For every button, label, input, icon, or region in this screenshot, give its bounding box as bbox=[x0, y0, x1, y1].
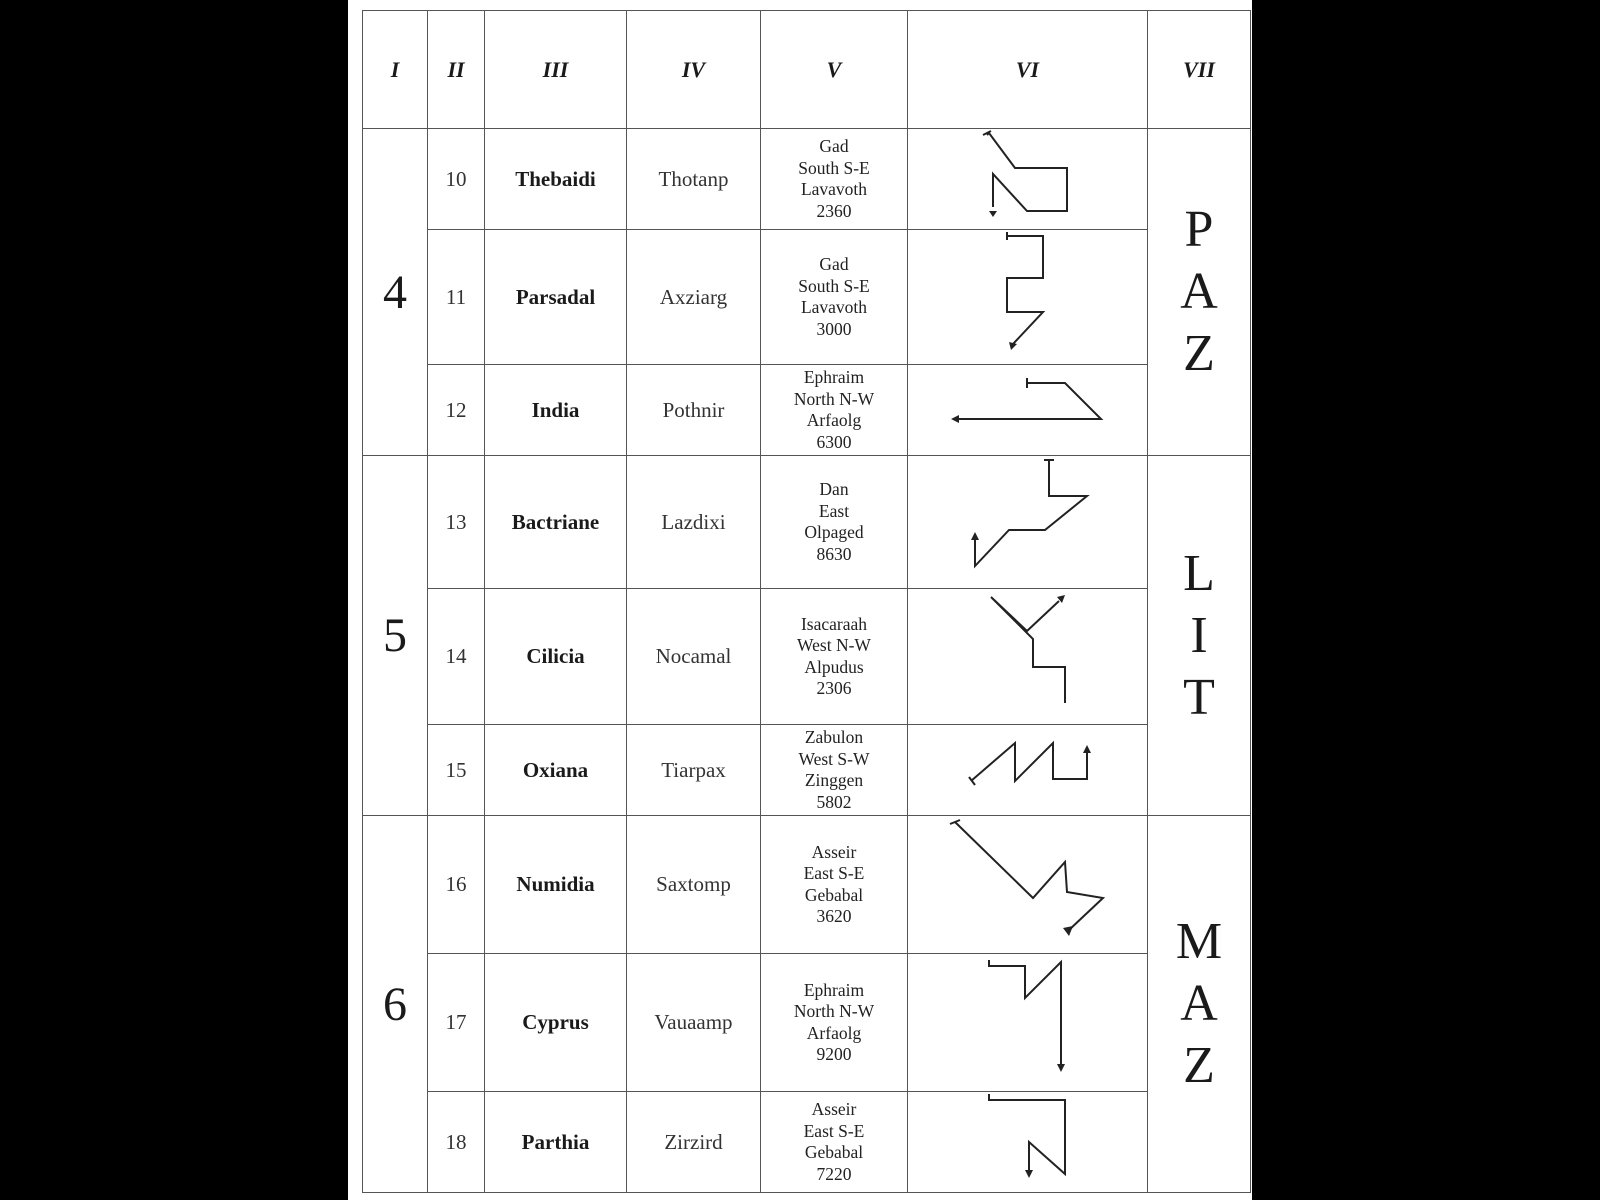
region-name: Parthia bbox=[485, 1092, 627, 1193]
table-row bbox=[363, 230, 1251, 365]
column-header-i: I bbox=[363, 11, 428, 129]
tribe-name: Isacaraah bbox=[800, 613, 868, 634]
column-header-vi: VI bbox=[908, 11, 1148, 129]
row-number: 18 bbox=[428, 1092, 485, 1193]
tribe-info bbox=[761, 1092, 908, 1193]
table-row bbox=[363, 1092, 1251, 1193]
row-number: 11 bbox=[428, 230, 485, 365]
count: 3000 bbox=[816, 318, 852, 339]
sigil-cell bbox=[908, 954, 1148, 1092]
sigil-icon bbox=[909, 589, 1147, 724]
group-word bbox=[1148, 816, 1251, 1193]
sigil-icon bbox=[909, 725, 1147, 815]
table-row bbox=[363, 129, 1251, 230]
tribe-info bbox=[761, 129, 908, 230]
column-header-vii: VII bbox=[1148, 11, 1251, 129]
column-header-ii: II bbox=[428, 11, 485, 129]
tribe-name: Zabulon bbox=[804, 727, 864, 747]
sigil-cell bbox=[908, 129, 1148, 230]
word-letter: A bbox=[1180, 975, 1218, 1032]
sigil-cell bbox=[908, 365, 1148, 456]
row-number: 10 bbox=[428, 129, 485, 230]
angel-name: Arfaolg bbox=[806, 410, 862, 430]
tribe-name: Asseir bbox=[811, 841, 857, 862]
sigil-icon bbox=[909, 456, 1147, 588]
count: 3620 bbox=[816, 906, 852, 926]
direction: West S-W bbox=[798, 748, 870, 769]
angel-name: Olpaged bbox=[804, 522, 864, 542]
angel-name: Gebabal bbox=[804, 884, 864, 905]
word-letter: L bbox=[1183, 544, 1215, 602]
column-header-iv: IV bbox=[627, 11, 761, 129]
sigil-icon bbox=[909, 129, 1147, 229]
tribe-info bbox=[761, 365, 908, 456]
tribe-name: Gad bbox=[819, 136, 849, 156]
count: 7220 bbox=[816, 1163, 852, 1184]
row-number: 17 bbox=[428, 954, 485, 1092]
angel-name: Alpudus bbox=[804, 656, 864, 677]
angel-name: Lavavoth bbox=[800, 297, 868, 317]
table-row bbox=[363, 589, 1251, 725]
word-letter: M bbox=[1175, 913, 1223, 970]
sigil-table bbox=[362, 10, 1251, 1193]
spirit-name: Pothnir bbox=[627, 365, 761, 456]
direction: South S-E bbox=[798, 275, 870, 296]
spirit-name: Nocamal bbox=[627, 589, 761, 725]
direction: South S-E bbox=[798, 157, 870, 178]
sigil-icon bbox=[909, 230, 1147, 364]
sigil-icon bbox=[909, 816, 1147, 953]
direction: East bbox=[818, 500, 850, 521]
column-header-v: V bbox=[761, 11, 908, 129]
spirit-name: Thotanp bbox=[627, 129, 761, 230]
word-letter: Z bbox=[1183, 1037, 1215, 1094]
tribe-info bbox=[761, 589, 908, 725]
region-name: Thebaidi bbox=[485, 129, 627, 230]
count: 8630 bbox=[816, 543, 852, 564]
count: 5802 bbox=[816, 791, 852, 812]
count: 9200 bbox=[816, 1044, 852, 1064]
word-letter: T bbox=[1183, 668, 1215, 726]
spirit-name: Saxtomp bbox=[627, 816, 761, 954]
row-number: 13 bbox=[428, 456, 485, 589]
row-number: 16 bbox=[428, 816, 485, 954]
sigil-cell bbox=[908, 456, 1148, 589]
direction: West N-W bbox=[797, 635, 871, 655]
sigil-cell bbox=[908, 589, 1148, 725]
direction: East S-E bbox=[803, 1120, 865, 1141]
sigil-icon bbox=[909, 365, 1147, 455]
count: 2360 bbox=[816, 200, 852, 221]
tribe-name: Ephraim bbox=[803, 979, 865, 1000]
count: 2306 bbox=[816, 678, 852, 698]
spirit-name: Zirzird bbox=[627, 1092, 761, 1193]
angel-name: Zinggen bbox=[804, 770, 864, 790]
tribe-name: Ephraim bbox=[803, 367, 865, 387]
column-header-iii: III bbox=[485, 11, 627, 129]
tribe-name: Asseir bbox=[811, 1099, 857, 1119]
tribe-info bbox=[761, 230, 908, 365]
spirit-name: Lazdixi bbox=[627, 456, 761, 589]
word-letter: I bbox=[1190, 606, 1208, 664]
row-number: 15 bbox=[428, 725, 485, 816]
table-row bbox=[363, 725, 1251, 816]
table-row bbox=[363, 365, 1251, 456]
group-word bbox=[1148, 456, 1251, 816]
tribe-info bbox=[761, 725, 908, 816]
word-letter: P bbox=[1184, 201, 1214, 258]
row-number: 12 bbox=[428, 365, 485, 456]
table-row bbox=[363, 954, 1251, 1092]
angel-name: Gebabal bbox=[804, 1142, 864, 1162]
angel-name: Arfaolg bbox=[806, 1022, 862, 1043]
word-letter: A bbox=[1180, 263, 1218, 320]
count: 6300 bbox=[816, 431, 852, 452]
tribe-name: Dan bbox=[819, 479, 849, 499]
sigil-cell bbox=[908, 230, 1148, 365]
group-number: 4 bbox=[363, 129, 428, 456]
table-row bbox=[363, 456, 1251, 589]
sigil-icon bbox=[909, 1092, 1147, 1192]
row-number: 14 bbox=[428, 589, 485, 725]
header-row bbox=[363, 11, 1251, 129]
tribe-name: Gad bbox=[819, 254, 849, 274]
region-name: Oxiana bbox=[485, 725, 627, 816]
direction: East S-E bbox=[803, 863, 865, 883]
sigil-icon bbox=[909, 954, 1147, 1091]
angel-name: Lavavoth bbox=[800, 179, 868, 199]
tribe-info bbox=[761, 954, 908, 1092]
region-name: Cyprus bbox=[485, 954, 627, 1092]
sigil-cell bbox=[908, 816, 1148, 954]
group-number: 6 bbox=[363, 816, 428, 1193]
region-name: Bactriane bbox=[485, 456, 627, 589]
region-name: Numidia bbox=[485, 816, 627, 954]
region-name: Parsadal bbox=[485, 230, 627, 365]
group-word bbox=[1148, 129, 1251, 456]
sigil-cell bbox=[908, 1092, 1148, 1193]
group-number: 5 bbox=[363, 456, 428, 816]
direction: North N-W bbox=[793, 1001, 875, 1021]
region-name: India bbox=[485, 365, 627, 456]
region-name: Cilicia bbox=[485, 589, 627, 725]
spirit-name: Vauaamp bbox=[627, 954, 761, 1092]
tribe-info bbox=[761, 456, 908, 589]
sigil-cell bbox=[908, 725, 1148, 816]
spirit-name: Axziarg bbox=[627, 230, 761, 365]
direction: North N-W bbox=[793, 388, 875, 409]
tribe-info bbox=[761, 816, 908, 954]
word-letter: Z bbox=[1183, 325, 1215, 382]
spirit-name: Tiarpax bbox=[627, 725, 761, 816]
table-row bbox=[363, 816, 1251, 954]
